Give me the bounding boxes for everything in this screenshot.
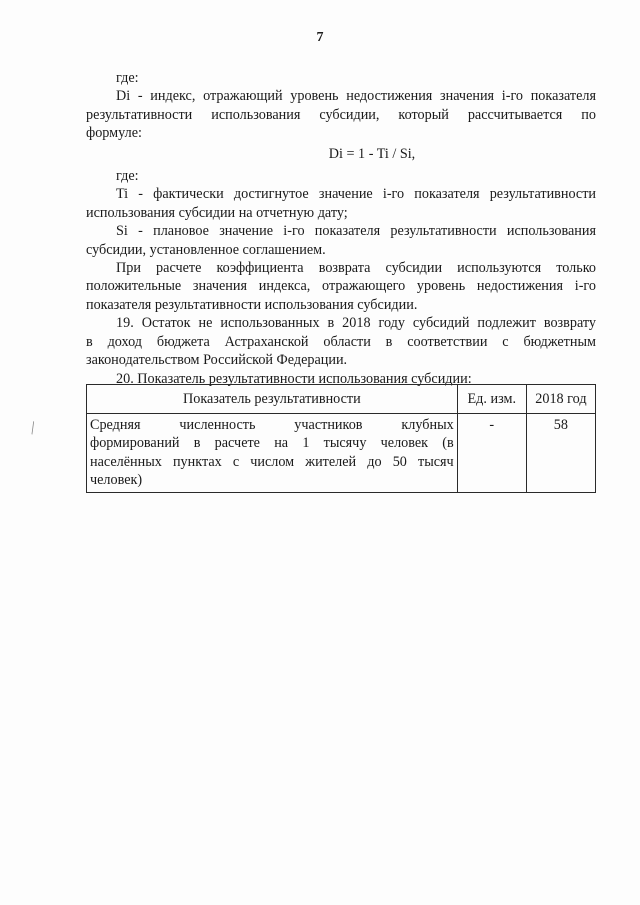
paragraph-di-line-2: результативности использования субсидии, который рассчитывается по [86,106,596,123]
paragraph-where-2: где: [116,168,139,185]
header-year: 2018 год [526,385,595,414]
cell-indicator-line-2: формирований в расчете на 1 тысячу человек (в [90,435,454,452]
paragraph-ti-line-2: использования субсидии на отчетную дату; [86,204,348,221]
cell-unit: - [457,414,526,493]
page-number: 7 [316,30,324,45]
indicator-table [86,384,596,493]
paragraph-coefficient-line-3: показателя результативности использования субсидии. [86,296,418,313]
paragraph-19-line-1: 19. Остаток не использованных в 2018 году субсидий подлежит возврату [116,315,596,332]
indicator-table-wrapper [86,384,596,493]
paragraph-coefficient-line-1: При расчете коэффициента возврата субсидии используются только [116,260,596,277]
formula: Di = 1 - Ti / Si, [328,145,416,162]
table-header-row [87,385,596,414]
header-indicator: Показатель результативности [87,385,458,414]
paragraph-ti-line-1: Ti - фактически достигнутое значение i-го показателя результативности [116,186,596,203]
cell-indicator-line-1: Средняя численность участников клубных [90,417,454,433]
paragraph-coefficient-line-2: положительные значения индекса, отражающего уровень недостижения i-го [86,278,596,295]
cell-indicator-line-3: населённых пунктах с числом жителей до 50 тысяч [90,453,454,470]
paragraph-si-line-2: субсидии, установленное соглашением. [86,241,326,258]
paragraph-di-line-1: Di - индекс, отражающий уровень недостижения значения i-го показателя [116,88,596,105]
paragraph-20: 20. Показатель результативности использования субсидии: [116,370,472,387]
paragraph-di-line-3: формуле: [86,125,142,142]
paragraph-si-line-1: Si - плановое значение i-го показателя результативности использования [116,223,596,240]
scan-mark: ╲ [26,422,38,435]
cell-indicator-line-4: человек) [90,472,143,489]
paragraph-19-line-3: законодательством Российской Федерации. [86,352,348,369]
cell-indicator [87,414,458,493]
header-unit: Ед. изм. [457,385,526,414]
body-text [86,69,596,388]
paragraph-19-line-2: в доход бюджета Астраханской области в соответствии с бюджетным [86,333,596,350]
cell-year: 58 [526,414,595,493]
paragraph-where-1: где: [116,70,139,86]
table-row [87,414,596,493]
